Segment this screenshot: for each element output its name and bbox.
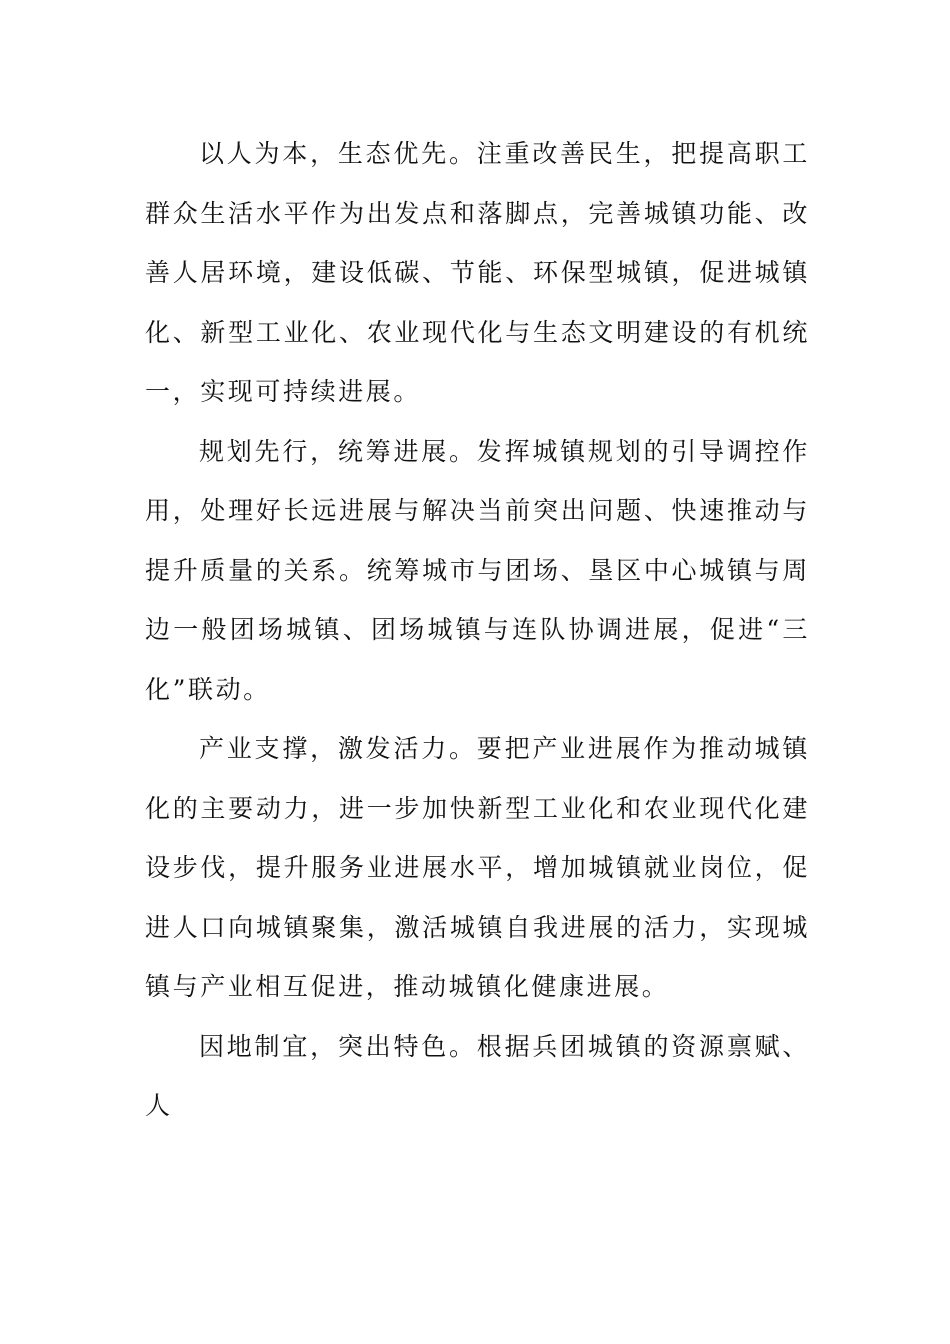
paragraph-industry-support: 产业支撑，激发活力。要把产业进展作为推动城镇化的主要动力，进一步加快新型工业化和农业现代化建设步伐，提升服务业进展水平，增加城镇就业岗位，促进人口向城镇聚集，激活城镇自我进展的活力，实现城镇与产业相互促进，推动城镇化健康进展。 xyxy=(145,734,810,1001)
document-body xyxy=(145,124,810,1136)
paragraph-local-conditions: 因地制宜，突出特色。根据兵团城镇的资源禀赋、人 xyxy=(145,1031,810,1120)
paragraph-planning-first: 规划先行，统筹进展。发挥城镇规划的引导调控作用，处理好长远进展与解决当前突出问题、快速推动与提升质量的关系。统筹城市与团场、垦区中心城镇与周边一般团场城镇、团场城镇与连队协调进展，促进“三化”联动。 xyxy=(145,436,810,704)
paragraph-people-oriented: 以人为本，生态优先。注重改善民生，把提高职工群众生活水平作为出发点和落脚点，完善城镇功能、改善人居环境，建设低碳、节能、环保型城镇，促进城镇化、新型工业化、农业现代化与生态文明建设的有机统一，实现可持续进展。 xyxy=(145,139,810,406)
